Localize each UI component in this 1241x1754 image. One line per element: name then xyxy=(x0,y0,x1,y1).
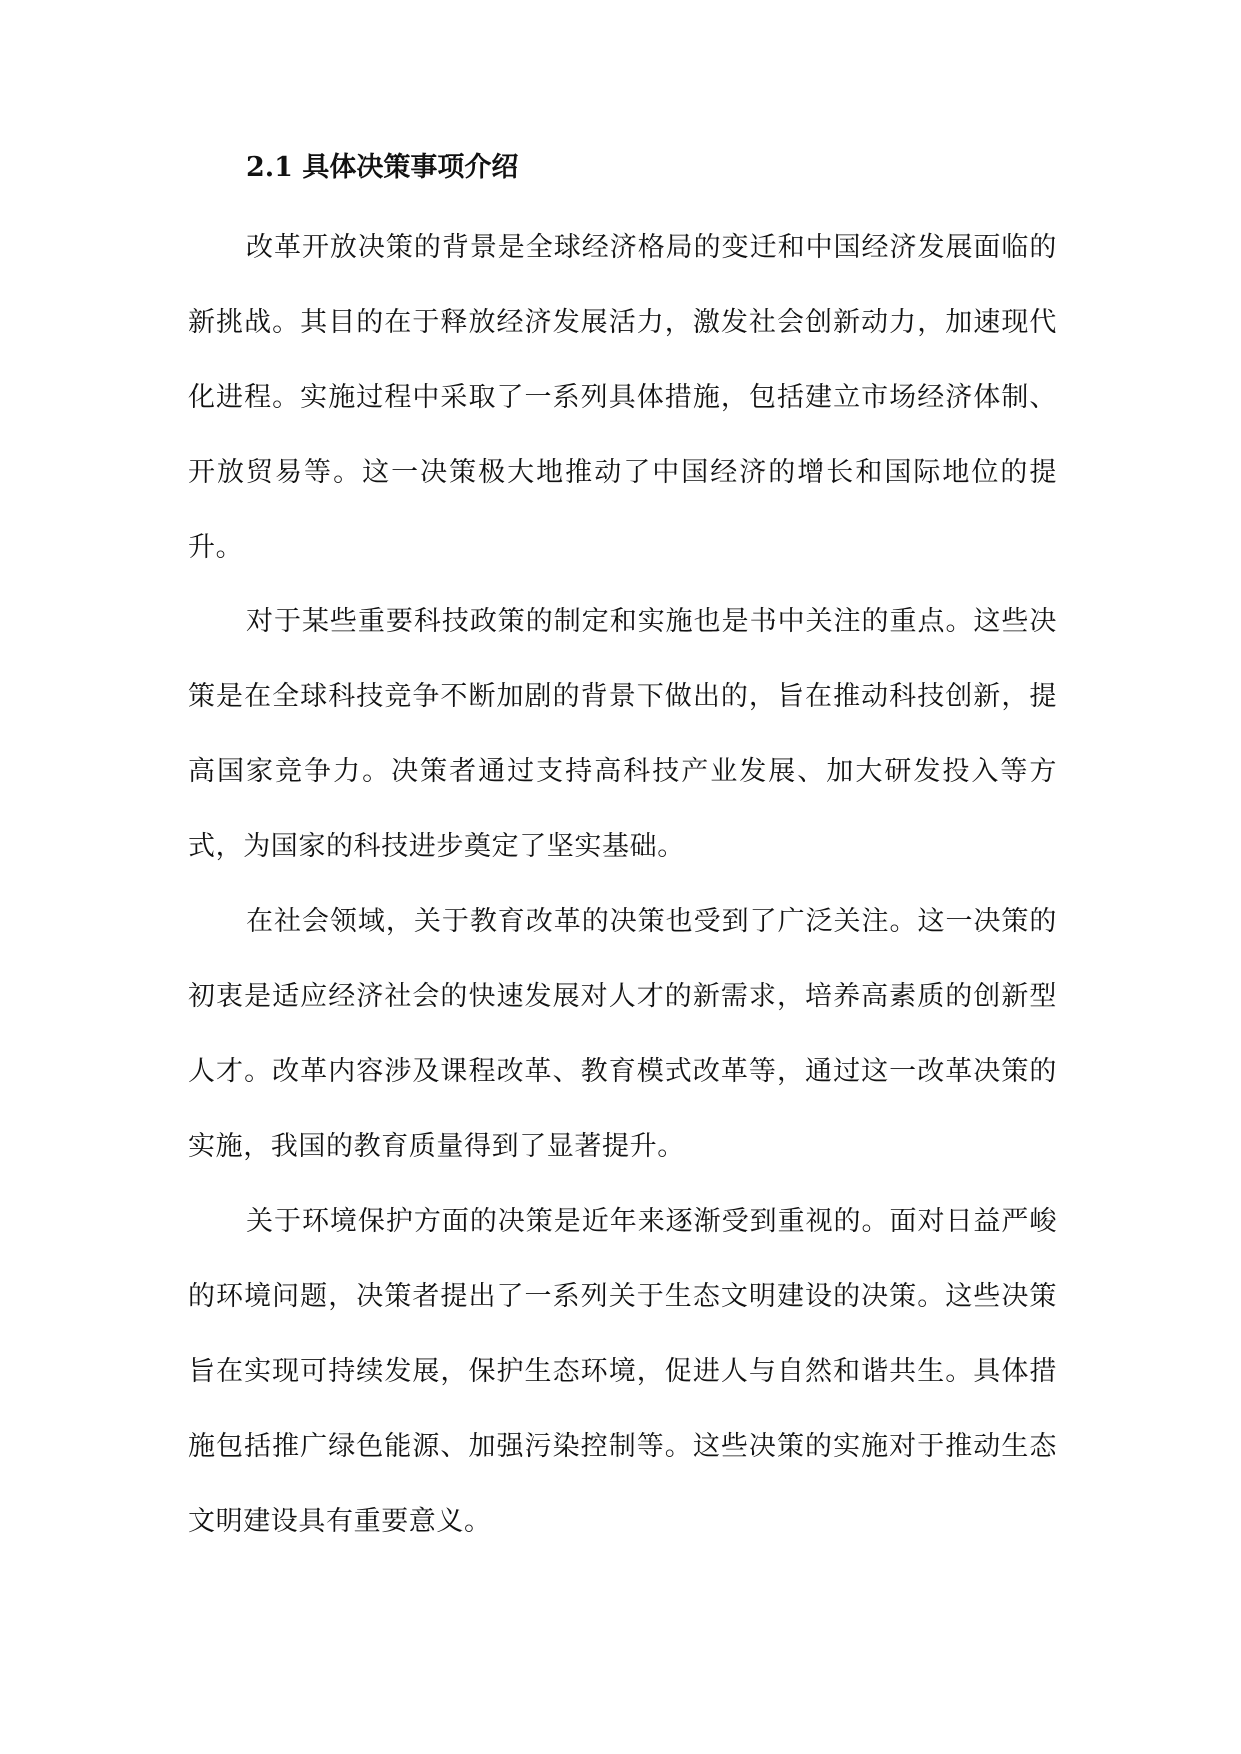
paragraph-education-reform: 在社会领域，关于教育改革的决策也受到了广泛关注。这一决策的初衷是适应经济社会的快速发展对人才的新需求，培养高素质的创新型人才。改革内容涉及课程改革、教育模式改革等，通过这一改革决策的实施，我国的教育质量得到了显著提升。 xyxy=(188,906,1057,1162)
paragraph-environment: 关于环境保护方面的决策是近年来逐渐受到重视的。面对日益严峻的环境问题，决策者提出了一系列关于生态文明建设的决策。这些决策旨在实现可持续发展，保护生态环境，促进人与自然和谐共生。具体措施包括推广绿色能源、加强污染控制等。这些决策的实施对于推动生态文明建设具有重要意义。 xyxy=(188,1206,1057,1537)
paragraph-reform-opening: 改革开放决策的背景是全球经济格局的变迁和中国经济发展面临的新挑战。其目的在于释放经济发展活力，激发社会创新动力，加速现代化进程。实施过程中采取了一系列具体措施，包括建立市场经济体制、开放贸易等。这一决策极大地推动了中国经济的增长和国际地位的提升。 xyxy=(188,232,1057,563)
paragraph-tech-policy: 对于某些重要科技政策的制定和实施也是书中关注的重点。这些决策是在全球科技竞争不断加剧的背景下做出的，旨在推动科技创新，提高国家竞争力。决策者通过支持高科技产业发展、加大研发投入等方式，为国家的科技进步奠定了坚实基础。 xyxy=(188,606,1057,862)
section-heading: 2.1 具体决策事项介绍 xyxy=(246,152,519,183)
